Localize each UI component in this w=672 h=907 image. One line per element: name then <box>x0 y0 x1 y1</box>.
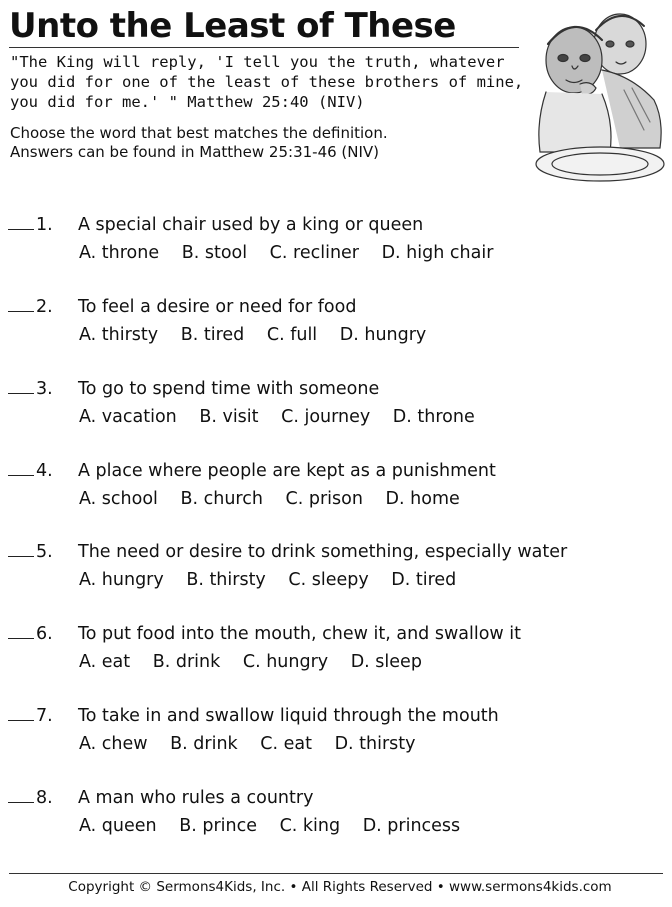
question-5 <box>8 538 567 594</box>
answer-blank[interactable] <box>8 211 34 230</box>
copyright-footer: Copyright © Sermons4Kids, Inc. • All Rights Reserved • www.sermons4kids.com <box>68 879 612 895</box>
answer-blank[interactable] <box>8 702 34 721</box>
title-divider <box>9 47 519 48</box>
question-number: 2. <box>36 297 53 317</box>
question-number: 4. <box>36 461 53 481</box>
question-number: 6. <box>36 624 53 644</box>
option-a: A. throne <box>79 243 160 263</box>
option-b: B. drink <box>170 734 238 754</box>
option-d: D. throne <box>392 407 475 427</box>
option-b: B. stool <box>181 243 248 263</box>
option-a: A. hungry <box>79 570 164 590</box>
option-b: B. drink <box>152 652 221 672</box>
option-c: C. recliner <box>269 243 359 263</box>
answer-blank[interactable] <box>8 538 34 557</box>
question-4 <box>8 457 496 513</box>
question-8 <box>8 784 477 840</box>
option-a: A. queen <box>79 816 157 836</box>
answer-blank[interactable] <box>8 293 34 312</box>
option-d: D. sleep <box>350 652 422 672</box>
option-b: B. prince <box>179 816 257 836</box>
option-b: B. tired <box>180 325 245 345</box>
question-prompt: To take in and swallow liquid through the mouth <box>78 706 499 726</box>
question-prompt: The need or desire to drink something, especially water <box>78 542 568 562</box>
question-7 <box>8 702 499 758</box>
question-prompt: To feel a desire or need for food <box>78 297 357 317</box>
question-number: 5. <box>36 542 53 562</box>
option-a: A. vacation <box>79 407 177 427</box>
children-with-plate-illustration <box>524 0 670 192</box>
question-prompt: A place where people are kept as a punishment <box>78 461 496 481</box>
option-c: C. eat <box>260 734 312 754</box>
question-1 <box>8 211 510 267</box>
question-prompt: To go to spend time with someone <box>78 379 380 399</box>
option-d: D. tired <box>391 570 457 590</box>
option-d: D. thirsty <box>334 734 416 754</box>
instructions <box>10 124 525 162</box>
question-prompt: A special chair used by a king or queen <box>78 215 424 235</box>
option-c: C. prison <box>285 489 363 509</box>
footer-divider <box>9 873 663 874</box>
option-c: C. journey <box>281 407 371 427</box>
option-a: A. school <box>79 489 158 509</box>
scripture-quote: "The King will reply, 'I tell you the truth, whatever you did for one of the least of these brothers of mine, you did for me.' " Matthew 25:40 (NIV) <box>10 53 524 111</box>
option-b: B. church <box>180 489 263 509</box>
option-d: D. home <box>385 489 460 509</box>
option-d: D. princess <box>362 816 461 836</box>
question-3 <box>8 375 492 431</box>
answer-blank[interactable] <box>8 620 34 639</box>
question-6 <box>8 620 521 676</box>
question-prompt: To put food into the mouth, chew it, and swallow it <box>78 624 522 644</box>
page-title: Unto the Least of These <box>9 6 456 46</box>
option-b: B. visit <box>199 407 259 427</box>
option-c: C. hungry <box>242 652 329 672</box>
question-2 <box>8 293 443 349</box>
option-c: C. full <box>266 325 318 345</box>
option-d: D. hungry <box>339 325 427 345</box>
question-number: 8. <box>36 788 53 808</box>
option-d: D. high chair <box>381 243 494 263</box>
answer-blank[interactable] <box>8 375 34 394</box>
question-number: 3. <box>36 379 53 399</box>
instructions-line-1: Choose the word that best matches the definition. <box>10 124 388 142</box>
answer-blank[interactable] <box>8 784 34 803</box>
option-a: A. eat <box>79 652 131 672</box>
option-c: C. sleepy <box>288 570 369 590</box>
question-number: 7. <box>36 706 53 726</box>
option-a: A. chew <box>79 734 148 754</box>
option-a: A. thirsty <box>79 325 159 345</box>
question-prompt: A man who rules a country <box>78 788 314 808</box>
answer-blank[interactable] <box>8 457 34 476</box>
instructions-line-2: Answers can be found in Matthew 25:31-46 (NIV) <box>10 143 380 161</box>
option-b: B. thirsty <box>186 570 266 590</box>
question-number: 1. <box>36 215 53 235</box>
option-c: C. king <box>279 816 341 836</box>
